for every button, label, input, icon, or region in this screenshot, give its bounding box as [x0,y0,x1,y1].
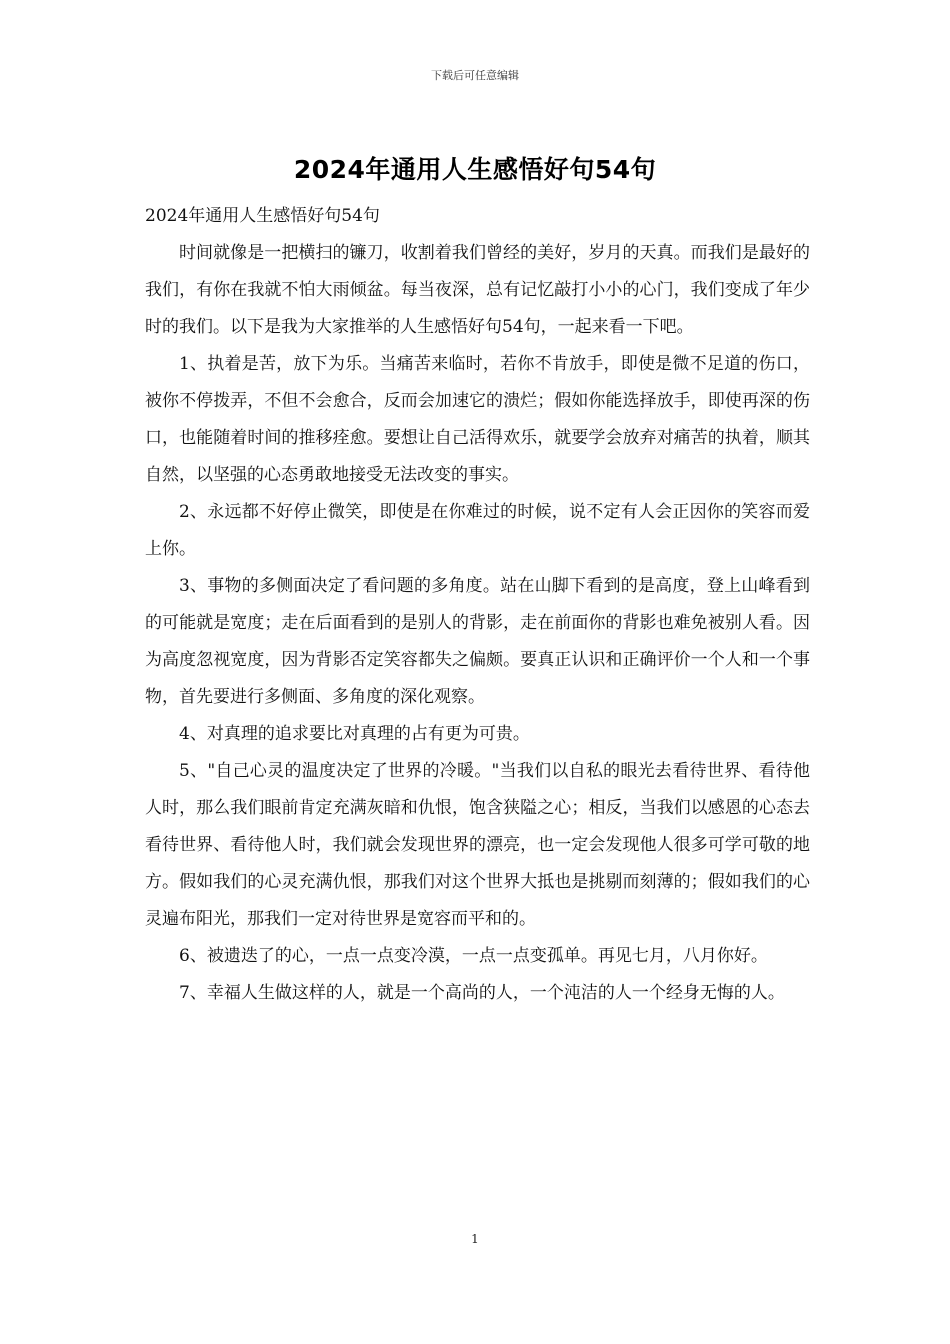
page-number: 1 [471,1232,479,1246]
paragraph-item-5: 5、"自己心灵的温度决定了世界的冷暖。"当我们以自私的眼光去看待世界、看待他人时，那么我们眼前肯定充满灰暗和仇恨，饱含狭隘之心；相反，当我们以感恩的心态去看待世界、看待他人时，我们就会发现世界的漂亮，也一定会发现他人很多可学可敬的地方。假如我们的心灵充满仇恨，那我们对这个世界大抵也是挑剔而刻薄的；假如我们的心灵遍布阳光，那我们一定对待世界是宽容而平和的。 [145,761,810,929]
document-body [145,198,810,1012]
paragraph-item-2: 2、永远都不好停止微笑，即使是在你难过的时候，说不定有人会正因你的笑容而爱上你。 [145,502,810,559]
paragraph-item-1: 1、执着是苦，放下为乐。当痛苦来临时，若你不肯放手，即使是微不足道的伤口，被你不停拨弄，不但不会愈合，反而会加速它的溃烂；假如你能选择放手，即使再深的伤口，也能随着时间的推移痊愈。要想让自己活得欢乐，就要学会放弃对痛苦的执着，顺其自然，以坚强的心态勇敢地接受无法改变的事实。 [145,354,810,485]
page-header: 下载后可任意编辑 [431,69,519,82]
paragraph-item-4: 4、对真理的追求要比对真理的占有更为可贵。 [179,724,530,744]
paragraph-intro: 时间就像是一把横扫的镰刀，收割着我们曾经的美好，岁月的天真。而我们是最好的我们，有你在我就不怕大雨倾盆。每当夜深，总有记忆敲打小小的心门，我们变成了年少时的我们。以下是我为大家推举的人生感悟好句54句，一起来看一下吧。 [145,243,810,337]
paragraph-item-6: 6、被遗迭了的心，一点一点变冷漠，一点一点变孤单。再见七月，八月你好。 [179,946,768,966]
document-title: 2024年通用人生感悟好句54句 [293,155,657,184]
paragraph-item-7: 7、幸福人生做这样的人，就是一个高尚的人，一个沌洁的人一个经身无悔的人。 [179,983,785,1003]
paragraph-item-3: 3、事物的多侧面决定了看问题的多角度。站在山脚下看到的是高度，登上山峰看到的可能就是宽度；走在后面看到的是别人的背影，走在前面你的背影也难免被别人看。因为高度忽视宽度，因为背影否定笑容都失之偏颇。要真正认识和正确评价一个人和一个事物，首先要进行多侧面、多角度的深化观察。 [145,576,810,707]
document-subtitle: 2024年通用人生感悟好句54句 [145,206,380,226]
